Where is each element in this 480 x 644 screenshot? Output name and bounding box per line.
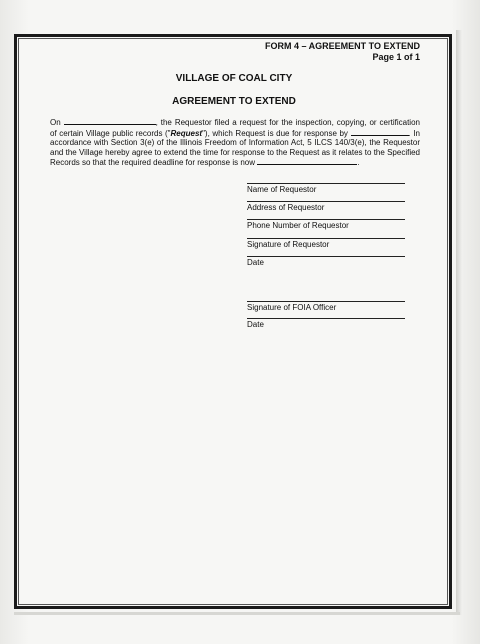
foia-date-label: Date [247,320,264,329]
agreement-paragraph [50,117,420,168]
scan-shadow-right [456,30,462,615]
signature-line [247,219,405,220]
requestor-phone-label: Phone Number of Requestor [247,221,349,230]
requestor-signature-field[interactable] [247,238,407,250]
signature-line [247,301,405,302]
page-number-label: Page 1 of 1 [372,52,420,62]
requestor-address-label: Address of Requestor [247,203,325,212]
request-term: Request [170,128,203,138]
requestor-name-field[interactable] [247,183,407,195]
requestor-date-field[interactable] [247,256,407,268]
foia-signature-field[interactable] [247,301,407,313]
request-date-blank[interactable] [64,117,156,125]
signature-line [247,238,405,239]
text-part-2: "), which Request is due for response by [202,128,348,138]
foia-date-field[interactable] [247,318,407,330]
agreement-title: AGREEMENT TO EXTEND [172,96,296,107]
text-on: On [50,118,61,127]
requestor-name-label: Name of Requestor [247,185,317,194]
village-title: VILLAGE OF COAL CITY [175,73,293,84]
new-deadline-blank[interactable] [257,157,360,168]
due-date-blank[interactable] [351,128,409,136]
requestor-signature-label: Signature of Requestor [247,240,330,249]
requestor-phone-field[interactable] [247,219,407,231]
requestor-address-field[interactable] [247,201,407,213]
signature-line [247,318,405,319]
text-end: . [357,158,360,168]
requestor-date-label: Date [247,258,264,267]
text-part-3: . In accordance with Section 3(e) of the Illinois Freedom of Information Act, 5 ILCS 140/3(e), the Requestor and the Village hereby agree to extend the time for response to the Request as it relates to the Specified Records so that the required deadline for response is now [50,128,420,168]
form-number-label: FORM 4 – AGREEMENT TO EXTEND [264,41,420,51]
signature-line [247,201,405,202]
scan-shadow-bottom [14,612,460,615]
text-part-1: , the Requestor filed a request for the inspection, copying, or certification of certain Village public records (" [50,118,420,138]
foia-signature-label: Signature of FOIA Officer [247,303,337,312]
signature-line [247,256,405,257]
form-header [265,41,420,63]
signature-line [247,183,405,184]
